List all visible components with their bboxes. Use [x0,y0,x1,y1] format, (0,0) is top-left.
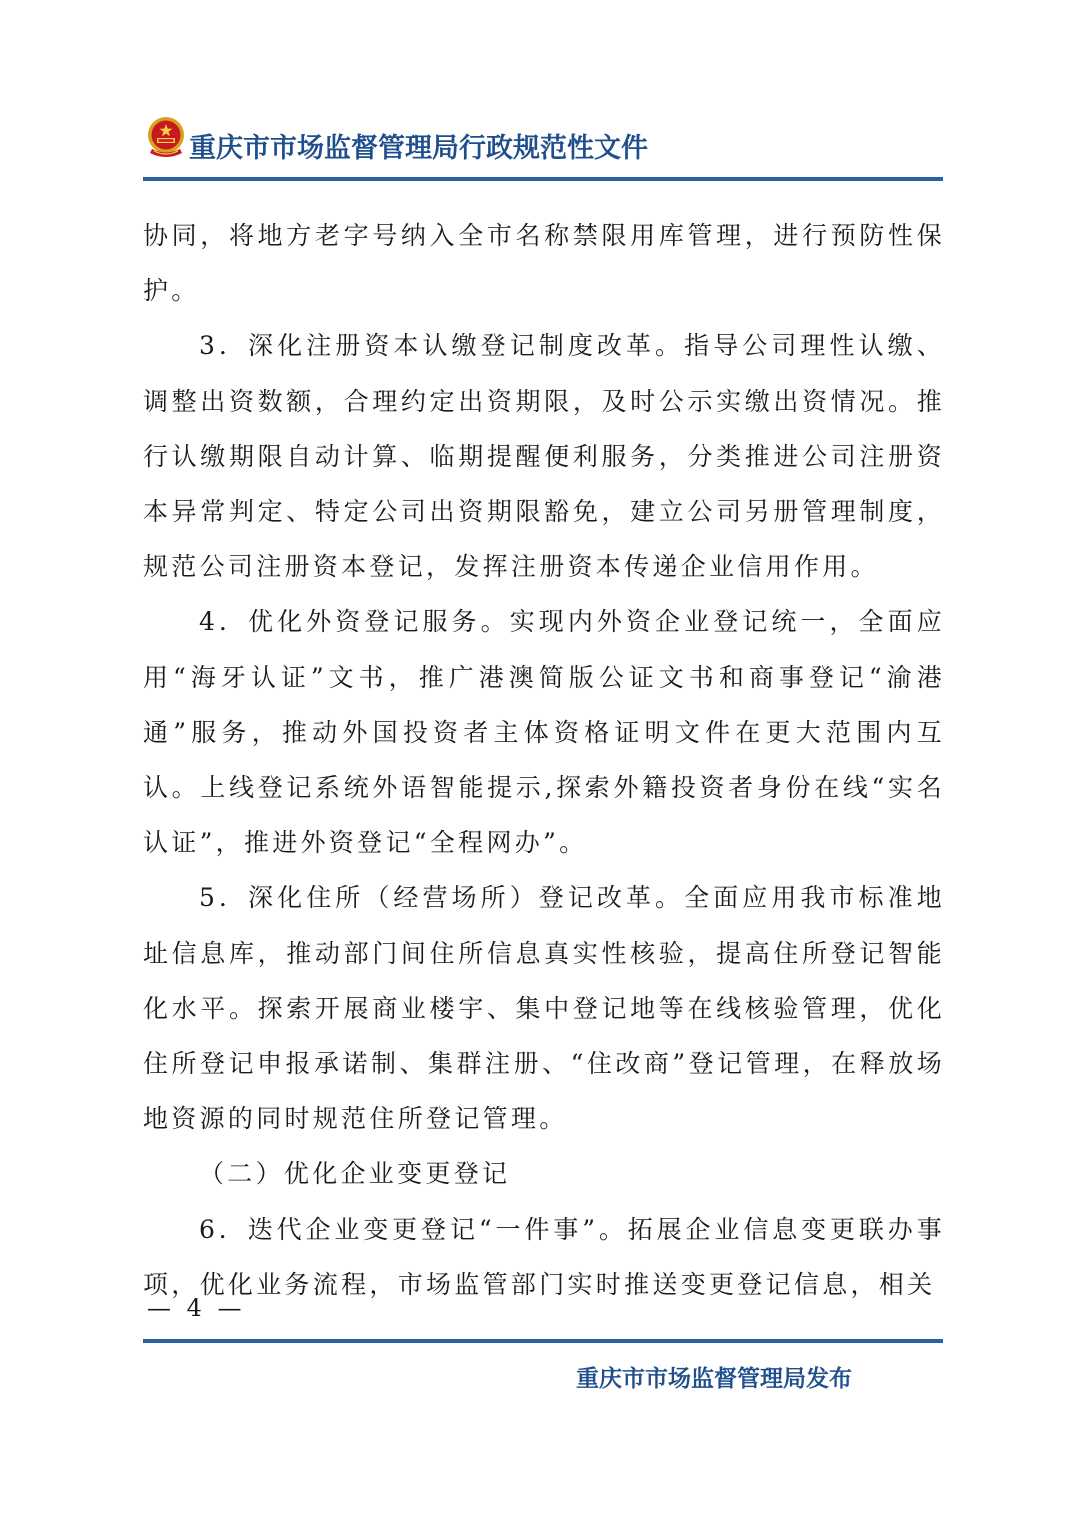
footer-divider [143,1339,943,1343]
document-header [143,112,943,174]
national-emblem-icon [145,116,187,162]
footer-publisher: 重庆市市场监督管理局发布 [576,1366,852,1392]
body-paragraph: 协同，将地方老字号纳入全市名称禁限用库管理，进行预防性保护。 [143,221,945,306]
header-divider [143,177,943,181]
header-title: 重庆市市场监督管理局行政规范性文件 [189,133,648,164]
body-paragraph: 4．优化外资登记服务。实现内外资企业登记统一，全面应用“海牙认证”文书，推广港澳简版公证文书和商事登记“渝港通”服务，推动外国投资者主体资格证明文件在更大范围内互认。上线登记系统外语智能提示,探索外籍投资者身份在线“实名认证”，推进外资登记“全程网办”。 [143,607,945,858]
document-body [143,208,945,1312]
page-number: — 4 — [147,1294,246,1322]
body-paragraph: 6．迭代企业变更登记“一件事”。拓展企业信息变更联办事项，优化业务流程，市场监管部门实时推送变更登记信息，相关 [143,1214,945,1299]
body-paragraph: 3．深化注册资本认缴登记制度改革。指导公司理性认缴、调整出资数额，合理约定出资期限，及时公示实缴出资情况。推行认缴期限自动计算、临期提醒便利服务，分类推进公司注册资本异常判定、特定公司出资期限豁免，建立公司另册管理制度，规范公司注册资本登记，发挥注册资本传递企业信用作用。 [143,331,945,582]
section-heading: （二）优化企业变更登记 [199,1159,511,1189]
body-paragraph: 5．深化住所（经营场所）登记改革。全面应用我市标准地址信息库，推动部门间住所信息真实性核验，提高住所登记智能化水平。探索开展商业楼宇、集中登记地等在线核验管理，优化住所登记申报承诺制、集群注册、“住改商”登记管理，在释放场地资源的同时规范住所登记管理。 [143,883,945,1134]
